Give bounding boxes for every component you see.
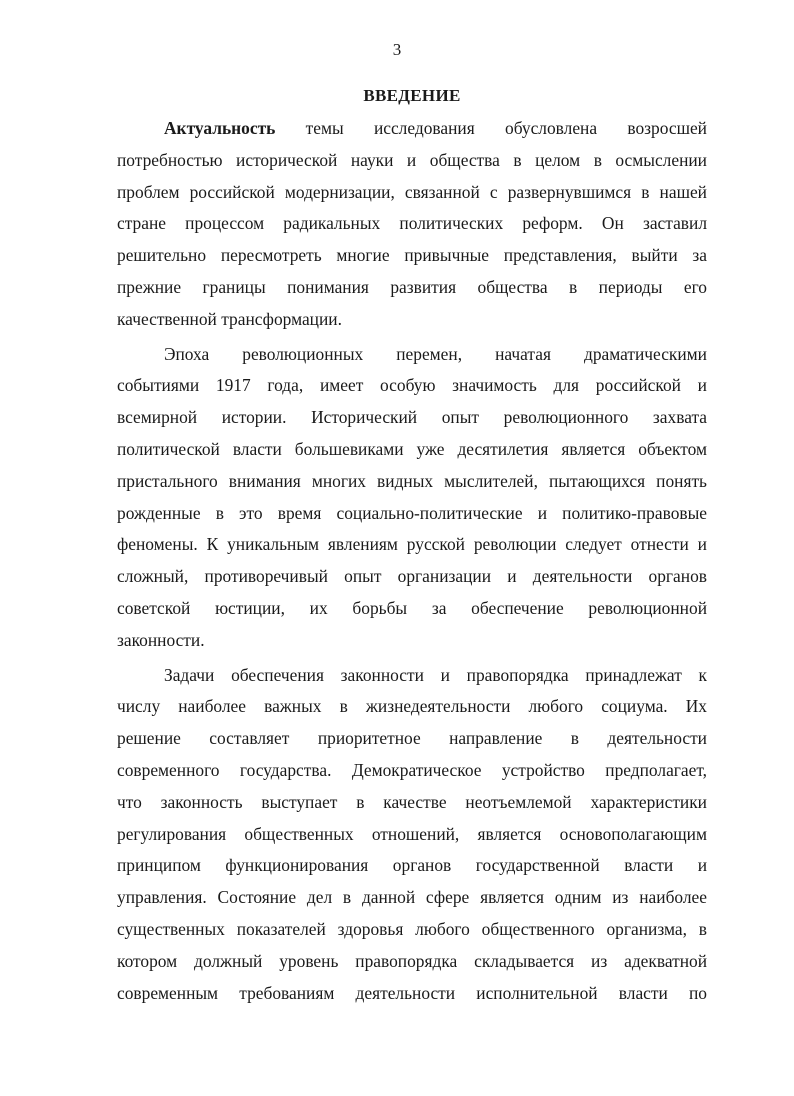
text-line: регулирования общественных отношений, является основополагающим — [117, 823, 707, 844]
text-line: качественной трансформации. — [117, 308, 342, 329]
text-line — [117, 113, 707, 145]
text-line: проблем российской модернизации, связанной с развернувшимся в нашей — [117, 181, 707, 202]
text-line: законности. — [117, 629, 205, 650]
text-line: рожденные в это время социально-политические и политико-правовые — [117, 502, 707, 523]
text-line: современного государства. Демократическое устройство предполагает, — [117, 759, 707, 780]
relevance-heading: Актуальность — [164, 118, 276, 138]
text-segment: темы исследования обусловлена возросшей — [305, 118, 707, 138]
text-line: феномены. К уникальным явлениям русской революции следует отнести и — [117, 534, 707, 555]
text-line: управления. Состояние дел в данной сфере является одним из наиболее — [117, 887, 707, 908]
text-line: Эпоха революционных перемен, начатая драматическими — [164, 343, 707, 364]
text-line: современным требованиям деятельности исполнительной власти по — [117, 982, 707, 1003]
paragraph-legality-tasks — [117, 660, 707, 1010]
document-body — [117, 113, 707, 1009]
text-line: числу наиболее важных в жизнедеятельности любого социума. Их — [117, 696, 707, 717]
text-line: политической власти большевиками уже десятилетия является объектом — [117, 438, 707, 459]
text-line: прежние границы понимания развития общества в периоды его — [117, 276, 707, 297]
text-line: пристального внимания многих видных мыслителей, пытающихся понять — [117, 470, 707, 491]
page-title: ВВЕДЕНИЕ — [363, 86, 461, 105]
text-line: существенных показателей здоровья любого общественного организма, в — [117, 918, 707, 939]
page-number: 3 — [392, 40, 402, 59]
text-line: сложный, противоречивый опыт организации и деятельности органов — [117, 566, 707, 587]
paragraph-relevance — [117, 113, 707, 336]
text-line: стране процессом радикальных политических реформ. Он заставил — [117, 213, 707, 234]
text-line: что законность выступает в качестве неотъемлемой характеристики — [117, 791, 707, 812]
text-line: событиями 1917 года, имеет особую значимость для российской и — [117, 375, 707, 396]
text-line: потребностью исторической науки и общества в целом в осмыслении — [117, 149, 707, 170]
paragraph-revolution-era — [117, 339, 707, 657]
text-line: решение составляет приоритетное направление в деятельности — [117, 728, 707, 749]
text-line: котором должный уровень правопорядка складывается из адекватной — [117, 950, 707, 971]
text-line: Задачи обеспечения законности и правопорядка принадлежат к — [164, 664, 707, 685]
text-line: всемирной истории. Исторический опыт революционного захвата — [117, 407, 707, 428]
text-line: советской юстиции, их борьбы за обеспечение революционной — [117, 597, 707, 618]
text-line: решительно пересмотреть многие привычные представления, выйти за — [117, 245, 707, 266]
text-line: принципом функционирования органов государственной власти и — [117, 855, 707, 876]
